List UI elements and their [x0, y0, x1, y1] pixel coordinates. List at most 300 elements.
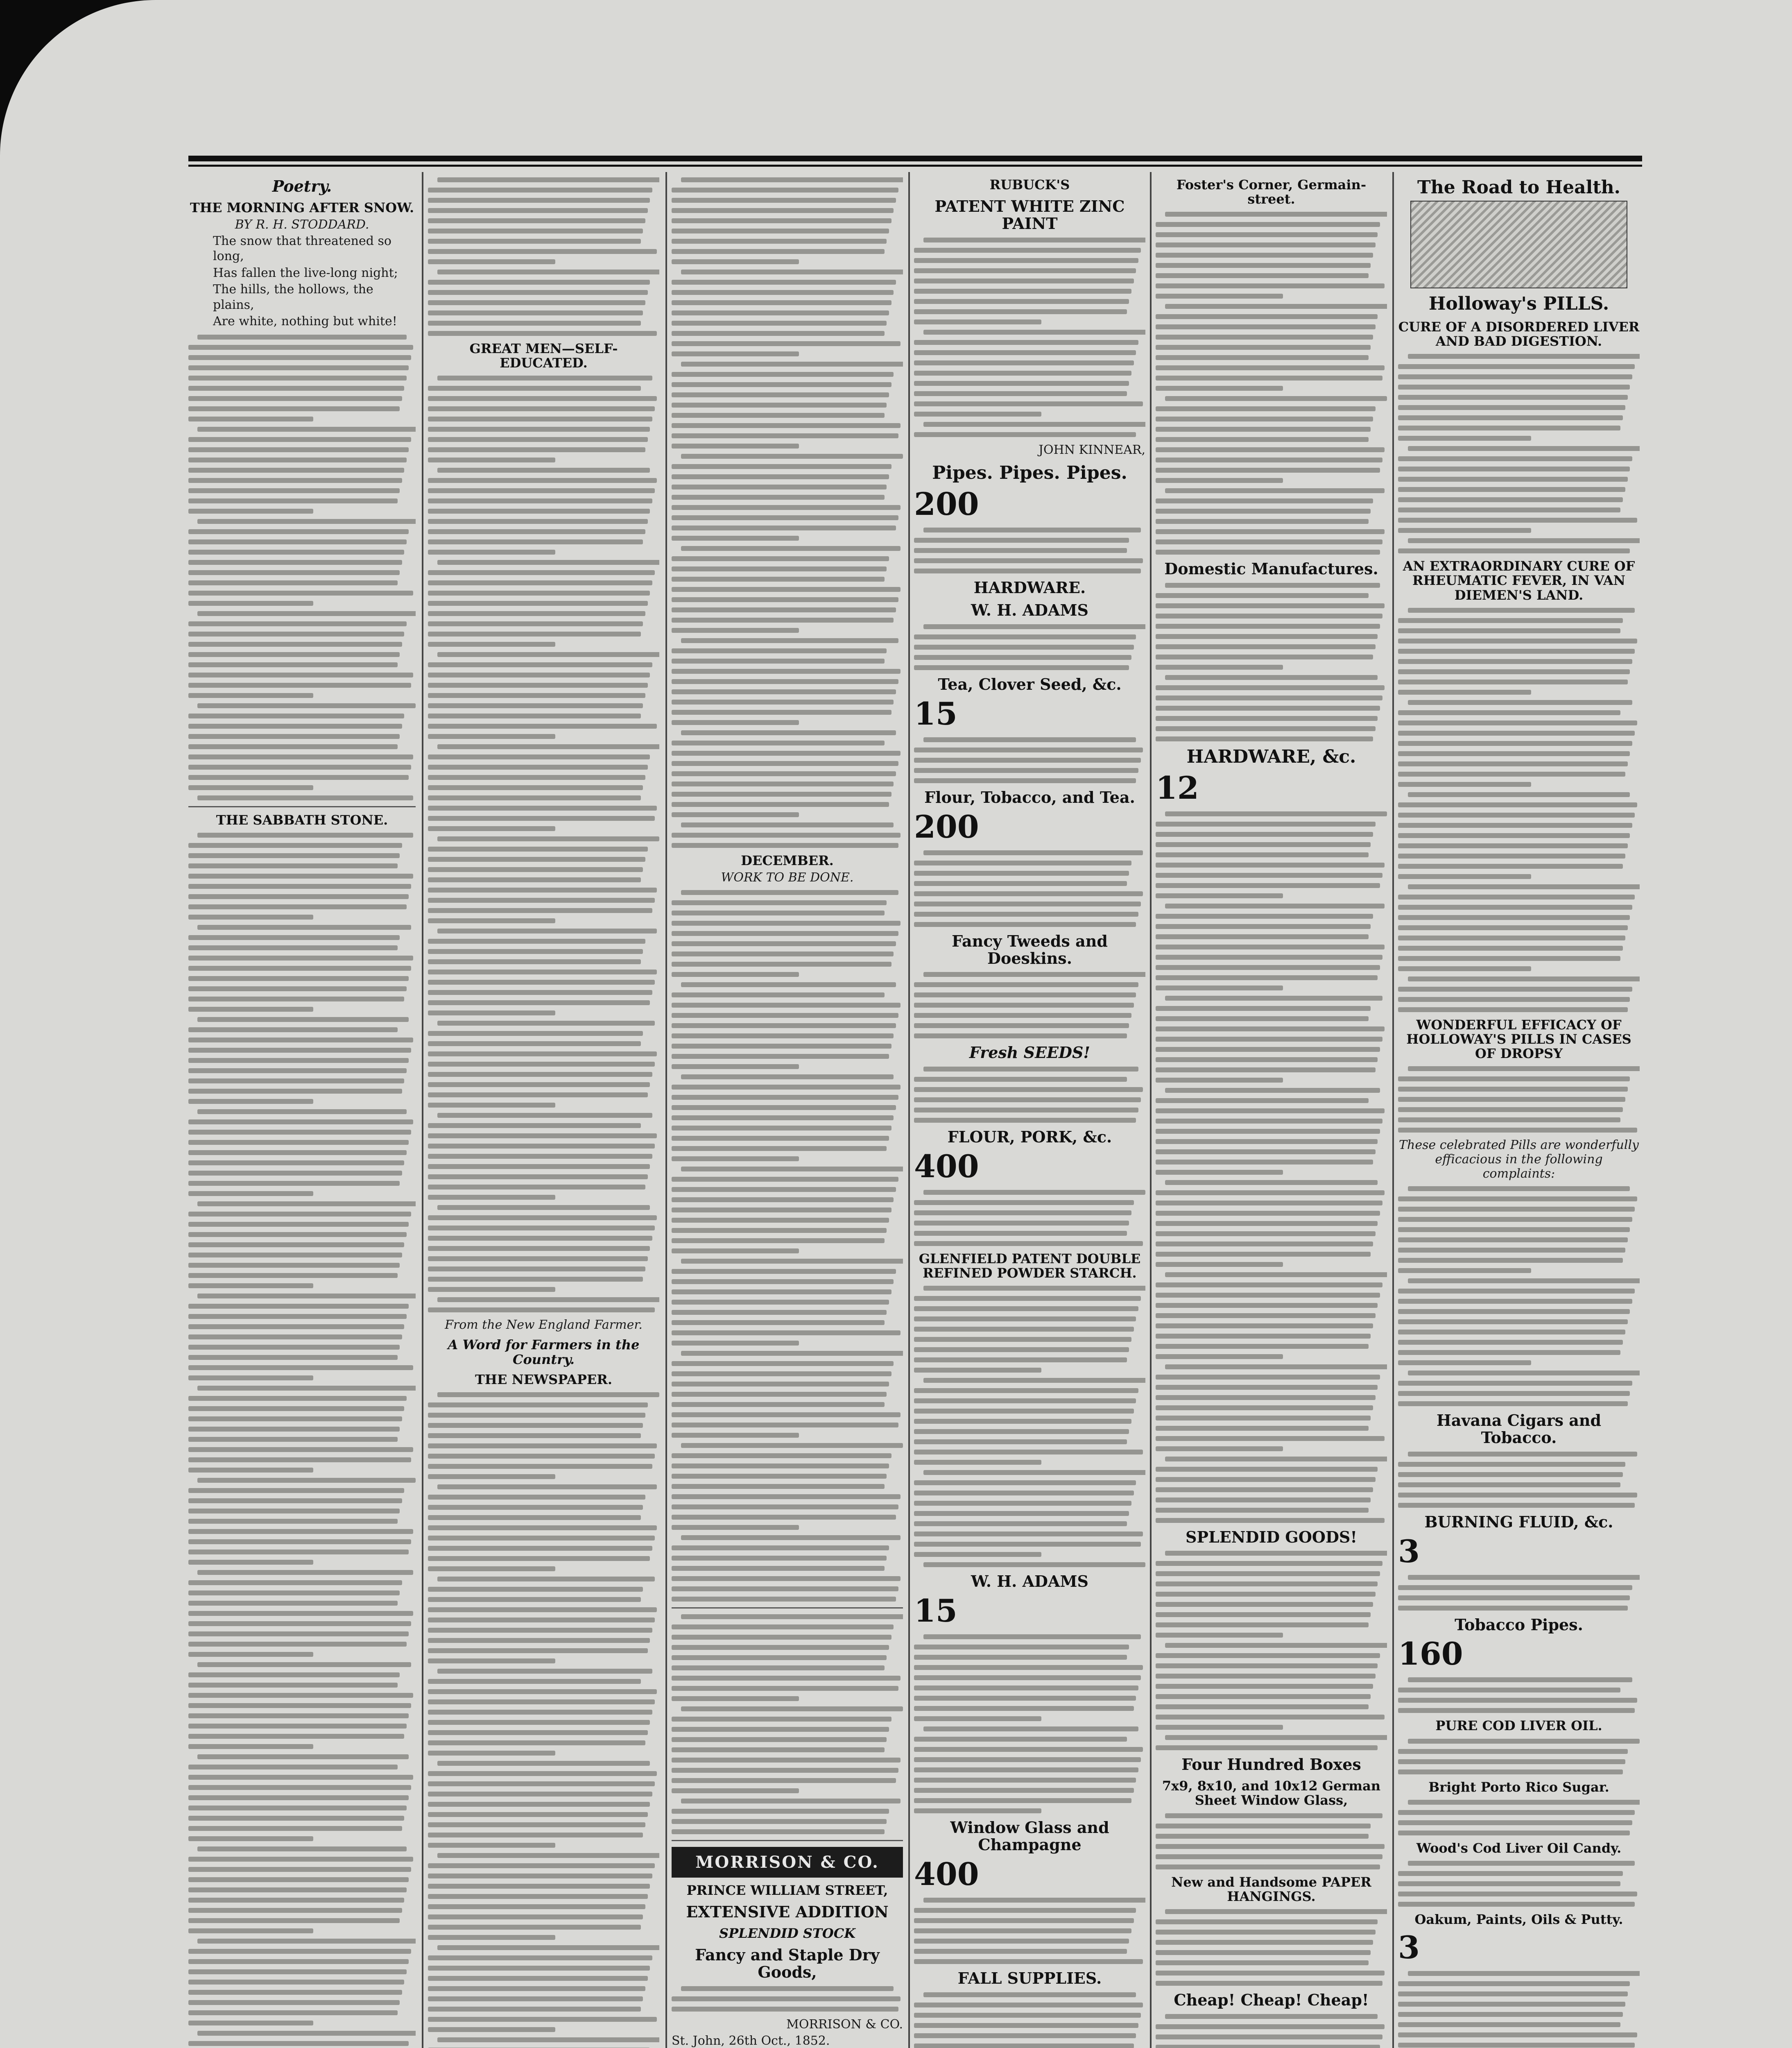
text-line-placeholder [1398, 2022, 1620, 2027]
text-line-placeholder [672, 1696, 799, 1701]
ad-quantity: 200 [914, 808, 979, 845]
text-line-placeholder [681, 1443, 903, 1448]
text-line-placeholder [672, 321, 887, 326]
text-line-placeholder [681, 546, 901, 551]
text-line-placeholder [1156, 1006, 1371, 1011]
text-line-placeholder [197, 2031, 416, 2036]
text-line-placeholder [188, 1959, 409, 1964]
text-line-placeholder [1156, 1067, 1376, 1072]
ad-heading: FLOUR, PORK, &c. [947, 1128, 1112, 1146]
text-line-placeholder [1156, 1395, 1376, 1400]
text-line-placeholder [914, 1439, 1127, 1444]
text-line-placeholder [1398, 1237, 1628, 1242]
text-line-placeholder [672, 1095, 898, 1100]
text-line-placeholder [428, 1287, 555, 1292]
text-line-placeholder [428, 1751, 555, 1756]
ad-quantity: 400 [914, 1148, 979, 1185]
text-line-placeholder [1156, 1375, 1380, 1380]
text-line-placeholder [1156, 1119, 1382, 1124]
ad-body [1398, 1575, 1640, 1611]
text-line-placeholder [672, 1023, 896, 1028]
text-line-placeholder [1398, 487, 1625, 492]
text-line-placeholder [1398, 497, 1623, 502]
text-line-placeholder [428, 310, 643, 315]
text-line-placeholder [914, 289, 1131, 294]
text-line-placeholder [428, 1215, 657, 1220]
text-line-placeholder [672, 1809, 889, 1814]
text-line-placeholder [1156, 1446, 1283, 1451]
text-line-placeholder [1156, 863, 1385, 868]
ad-heading: Bright Porto Rico Sugar. [1428, 1779, 1609, 1795]
text-line-placeholder [428, 714, 641, 718]
text-line-placeholder [914, 2003, 1143, 2007]
text-line-placeholder [437, 177, 659, 182]
text-line-placeholder [428, 1226, 655, 1230]
text-line-placeholder [923, 737, 1136, 742]
text-line-placeholder [1156, 468, 1380, 473]
text-line-placeholder [672, 1085, 901, 1090]
text-line-placeholder [1156, 985, 1283, 990]
text-line-placeholder [188, 1406, 404, 1411]
text-line-placeholder [188, 1027, 398, 1032]
text-line-placeholder [1156, 1323, 1373, 1328]
text-line-placeholder [188, 853, 400, 858]
text-line-placeholder [1156, 1919, 1378, 1924]
ad-subheading: AN EXTRAORDINARY CURE OF RHEUMATIC FEVER, IN VAN DIEMEN'S LAND. [1403, 558, 1635, 603]
ad-body [914, 1067, 1145, 1123]
text-line-placeholder [188, 1427, 400, 1432]
text-line-placeholder [197, 1109, 407, 1114]
text-line-placeholder [672, 648, 887, 653]
text-line-placeholder [428, 1062, 655, 1067]
text-line-placeholder [188, 1181, 400, 1186]
text-line-placeholder [428, 1185, 645, 1189]
text-line-placeholder [672, 1665, 885, 1670]
text-line-placeholder [428, 1010, 555, 1015]
text-line-placeholder [1398, 1493, 1637, 1497]
text-line-placeholder [672, 1279, 894, 1284]
text-line-placeholder [437, 1577, 655, 1581]
text-line-placeholder [188, 1908, 402, 1913]
ad-body [1398, 1800, 1640, 1835]
text-line-placeholder [914, 1087, 1143, 1092]
text-line-placeholder [428, 1144, 655, 1149]
text-line-placeholder [188, 1713, 409, 1718]
text-line-placeholder [428, 898, 655, 903]
text-line-placeholder [1398, 690, 1531, 695]
text-line-placeholder [672, 229, 889, 233]
column-4 [914, 172, 1145, 2048]
text-line-placeholder [914, 1460, 1041, 1465]
text-line-placeholder [672, 1412, 901, 1417]
text-line-placeholder [914, 1388, 1138, 1393]
text-line-placeholder [1398, 364, 1635, 369]
text-line-placeholder [672, 1433, 799, 1438]
text-line-placeholder [188, 437, 411, 442]
text-line-placeholder [188, 1140, 409, 1145]
text-line-placeholder [1398, 467, 1630, 471]
text-line-placeholder [188, 652, 400, 657]
text-line-placeholder [197, 427, 416, 432]
text-line-placeholder [681, 270, 903, 274]
text-line-placeholder [1156, 1385, 1378, 1390]
text-line-placeholder [672, 1228, 887, 1233]
article-body [188, 833, 416, 2048]
text-line-placeholder [914, 1757, 1141, 1762]
text-line-placeholder [428, 785, 643, 790]
text-line-placeholder [1398, 1087, 1628, 1092]
text-line-placeholder [672, 280, 896, 285]
text-line-placeholder [1398, 710, 1620, 715]
ad-heading: W. H. ADAMS [971, 601, 1088, 620]
article-title: A Word for Farmers in the Country. [448, 1337, 640, 1367]
text-line-placeholder [188, 874, 413, 879]
text-line-placeholder [672, 931, 898, 936]
text-line-placeholder [1156, 1981, 1382, 1986]
text-line-placeholder [672, 1003, 901, 1008]
ad-heading: Flour, Tobacco, and Tea. [924, 788, 1135, 807]
text-line-placeholder [923, 1067, 1138, 1072]
text-line-placeholder [1398, 741, 1632, 746]
text-line-placeholder [188, 1539, 411, 1544]
poem-title: THE MORNING AFTER SNOW. [190, 199, 414, 215]
text-line-placeholder [672, 188, 898, 193]
text-line-placeholder [428, 1822, 645, 1827]
text-line-placeholder [1398, 385, 1630, 390]
text-line-placeholder [1156, 1262, 1283, 1267]
ad-quantity: 3 [1398, 1929, 1420, 1966]
ad-signature: MORRISON & CO. [786, 2017, 903, 2032]
text-line-placeholder [1398, 1981, 1630, 1986]
text-line-placeholder [681, 730, 896, 735]
text-line-placeholder [914, 1097, 1141, 1102]
text-line-placeholder [428, 188, 652, 193]
text-line-placeholder [428, 498, 652, 503]
text-line-placeholder [1398, 618, 1623, 623]
text-line-placeholder [428, 724, 657, 729]
text-line-placeholder [437, 1484, 657, 1489]
text-line-placeholder [1156, 1170, 1283, 1175]
ad-heading: SPLENDID STOCK [719, 1926, 855, 1942]
text-line-placeholder [1398, 507, 1620, 512]
text-line-placeholder [1165, 904, 1385, 908]
ad-heading: Wood's Cod Liver Oil Candy. [1416, 1840, 1622, 1856]
text-line-placeholder [428, 1525, 657, 1530]
text-line-placeholder [672, 1300, 889, 1305]
text-line-placeholder [672, 2007, 898, 2012]
text-line-placeholder [1156, 324, 1376, 329]
text-line-placeholder [672, 941, 896, 946]
text-line-placeholder [914, 1419, 1131, 1424]
text-line-placeholder [428, 259, 555, 264]
text-line-placeholder [914, 1033, 1127, 1038]
text-line-placeholder [914, 1306, 1138, 1311]
text-line-placeholder [1156, 335, 1373, 340]
text-line-placeholder [672, 679, 898, 684]
text-line-placeholder [188, 1160, 404, 1165]
text-line-placeholder [914, 1949, 1127, 1954]
text-line-placeholder [914, 1210, 1131, 1215]
section-subheading: WORK TO BE DONE. [721, 870, 854, 885]
ad-body [1398, 1971, 1640, 2048]
text-line-placeholder [428, 1730, 648, 1735]
text-line-placeholder [914, 248, 1141, 253]
ad-heading: GLENFIELD PATENT DOUBLE REFINED POWDER STARCH. [919, 1251, 1141, 1281]
ad-body [1156, 583, 1387, 741]
text-line-placeholder [672, 485, 887, 489]
text-line-placeholder [428, 693, 645, 698]
text-line-placeholder [188, 1078, 404, 1083]
text-line-placeholder [672, 1758, 901, 1763]
text-line-placeholder [428, 509, 650, 514]
ad-heading: Havana Cigars and Tobacco. [1436, 1411, 1602, 1447]
text-line-placeholder [672, 464, 891, 469]
ad-body [914, 1634, 1145, 1813]
text-line-placeholder [1156, 1252, 1371, 1257]
text-line-placeholder [672, 341, 901, 346]
text-line-placeholder [1398, 659, 1632, 664]
text-line-placeholder [672, 992, 885, 997]
text-line-placeholder [188, 662, 398, 667]
text-line-placeholder [437, 744, 659, 749]
text-line-placeholder [672, 474, 889, 479]
text-line-placeholder [428, 1740, 645, 1745]
text-line-placeholder [672, 751, 901, 756]
text-line-placeholder [923, 1726, 1138, 1731]
ad-body [1156, 1813, 1387, 1869]
text-line-placeholder [428, 1648, 648, 1653]
text-line-placeholder [672, 921, 901, 926]
text-line-placeholder [437, 1021, 655, 1026]
text-line-placeholder [188, 498, 398, 503]
text-line-placeholder [1398, 1076, 1630, 1081]
text-line-placeholder [188, 1304, 409, 1309]
text-line-placeholder [1156, 539, 1382, 544]
text-line-placeholder [188, 550, 404, 555]
text-line-placeholder [188, 1857, 413, 1862]
text-line-placeholder [428, 888, 657, 893]
text-line-placeholder [1408, 1371, 1640, 1375]
text-line-placeholder [188, 488, 400, 493]
ad-heading: PATENT WHITE ZINC PAINT [934, 197, 1125, 233]
article-title: THE NEWSPAPER. [475, 1371, 612, 1387]
text-line-placeholder [1398, 1227, 1630, 1232]
text-line-placeholder [672, 659, 885, 664]
text-line-placeholder [1398, 1128, 1637, 1133]
text-line-placeholder [1398, 374, 1632, 379]
text-line-placeholder [1398, 874, 1531, 879]
text-line-placeholder [428, 662, 652, 667]
text-line-placeholder [188, 744, 398, 749]
text-line-placeholder [672, 331, 885, 336]
text-line-placeholder [1156, 1864, 1380, 1869]
text-line-placeholder [188, 1150, 407, 1155]
text-line-placeholder [672, 1371, 891, 1376]
text-line-placeholder [188, 1724, 407, 1729]
text-line-placeholder [428, 290, 648, 295]
text-line-placeholder [1165, 1813, 1382, 1818]
text-line-placeholder [1156, 1497, 1371, 1502]
text-line-placeholder [1398, 518, 1637, 523]
text-line-placeholder [428, 683, 648, 688]
text-line-placeholder [914, 1908, 1136, 1913]
text-line-placeholder [428, 539, 643, 544]
text-line-placeholder [188, 1498, 402, 1503]
text-line-placeholder [672, 720, 799, 725]
text-line-placeholder [428, 458, 555, 462]
text-line-placeholder [428, 1195, 555, 1200]
text-line-placeholder [914, 768, 1138, 773]
text-line-placeholder [1156, 1334, 1371, 1339]
ad-body [914, 1898, 1145, 1964]
text-line-placeholder [428, 1720, 650, 1725]
text-line-placeholder [428, 280, 650, 285]
text-line-placeholder [914, 1511, 1129, 1516]
text-line-placeholder [1165, 2014, 1378, 2019]
text-line-placeholder [188, 601, 313, 606]
ad-quantity: 3 [1398, 1533, 1420, 1570]
text-line-placeholder [914, 1778, 1136, 1783]
text-line-placeholder [672, 1597, 896, 1602]
text-line-placeholder [188, 2041, 409, 2046]
text-line-placeholder [672, 1289, 891, 1294]
text-line-placeholder [914, 1939, 1129, 1944]
text-line-placeholder [188, 1744, 313, 1749]
text-line-placeholder [914, 279, 1134, 283]
text-line-placeholder [428, 970, 657, 974]
text-line-placeholder [1156, 1354, 1283, 1359]
text-line-placeholder [188, 1355, 398, 1360]
text-line-placeholder [914, 1501, 1131, 1506]
text-line-placeholder [914, 1221, 1129, 1226]
text-line-placeholder [197, 1570, 413, 1575]
text-line-placeholder [188, 683, 411, 688]
text-line-placeholder [1398, 1881, 1620, 1886]
text-line-placeholder [672, 1208, 891, 1212]
text-line-placeholder [1156, 634, 1378, 639]
text-line-placeholder [923, 1286, 1145, 1291]
text-line-placeholder [188, 765, 411, 770]
text-line-placeholder [1156, 1745, 1378, 1750]
text-line-placeholder [428, 1236, 652, 1241]
text-line-placeholder [1156, 509, 1371, 514]
text-line-placeholder [1156, 1854, 1382, 1859]
text-line-placeholder [1156, 1487, 1373, 1492]
text-line-placeholder [188, 1529, 413, 1534]
text-line-placeholder [1156, 706, 1380, 711]
text-line-placeholder [1156, 1016, 1369, 1021]
text-line-placeholder [188, 1253, 402, 1257]
text-line-placeholder [188, 1314, 407, 1319]
text-line-placeholder [1156, 965, 1380, 970]
text-line-placeholder [681, 1074, 894, 1079]
text-line-placeholder [1156, 893, 1283, 898]
text-line-placeholder [1156, 1293, 1380, 1298]
text-line-placeholder [1156, 934, 1369, 939]
text-line-placeholder [1156, 1211, 1380, 1216]
text-line-placeholder [1398, 1007, 1628, 1012]
text-line-placeholder [188, 986, 407, 991]
text-line-placeholder [1398, 1503, 1635, 1508]
text-line-placeholder [1156, 1725, 1283, 1730]
text-line-placeholder [428, 990, 652, 995]
top-rule [188, 156, 1642, 161]
text-line-placeholder [1408, 538, 1640, 543]
ad-heading: BURNING FLUID, &c. [1424, 1512, 1613, 1531]
text-line-placeholder [672, 1330, 901, 1335]
text-line-placeholder [681, 822, 894, 827]
ad-subheading: 7x9, 8x10, and 10x12 German Sheet Window Glass, [1162, 1778, 1381, 1808]
text-line-placeholder [188, 1611, 413, 1616]
text-line-placeholder [1156, 529, 1385, 534]
text-line-placeholder [1156, 1057, 1378, 1062]
text-line-placeholder [672, 1676, 901, 1681]
text-line-placeholder [428, 1103, 555, 1108]
text-line-placeholder [197, 1386, 416, 1391]
column-5 [1156, 172, 1387, 2048]
text-line-placeholder [914, 360, 1134, 365]
article-body [672, 890, 903, 1602]
text-line-placeholder [1156, 1633, 1283, 1638]
text-line-placeholder [188, 1795, 409, 1800]
text-line-placeholder [1156, 955, 1382, 960]
text-line-placeholder [914, 401, 1143, 406]
text-line-placeholder [914, 1696, 1136, 1701]
text-line-placeholder [1165, 675, 1378, 680]
text-line-placeholder [1156, 1834, 1369, 1839]
text-line-placeholder [672, 1655, 887, 1660]
text-line-placeholder [1156, 883, 1380, 888]
text-line-placeholder [923, 422, 1145, 427]
text-line-placeholder [1156, 458, 1382, 462]
text-line-placeholder [1398, 1117, 1620, 1122]
text-line-placeholder [672, 833, 901, 838]
text-line-placeholder [914, 1737, 1127, 1742]
text-line-placeholder [437, 1761, 650, 1766]
ad-heading: Holloway's PILLS. [1428, 293, 1609, 315]
text-line-placeholder [1156, 1674, 1376, 1679]
text-line-placeholder [1156, 2024, 1385, 2029]
store-banner: MORRISON & CO. [672, 1847, 903, 1878]
text-line-placeholder [1398, 1196, 1637, 1201]
text-line-placeholder [681, 454, 903, 459]
text-line-placeholder [1156, 914, 1373, 919]
poem-body [188, 335, 416, 800]
text-line-placeholder [428, 239, 641, 244]
text-line-placeholder [428, 386, 641, 391]
ad-quantity: 160 [1398, 1636, 1463, 1672]
text-line-placeholder [197, 1017, 409, 1022]
text-line-placeholder [188, 1550, 409, 1554]
text-line-placeholder [437, 1853, 659, 1858]
ad-subheading: CURE OF A DISORDERED LIVER AND BAD DIGESTION. [1398, 319, 1640, 349]
poem-line: Are white, nothing but white! [213, 314, 397, 329]
text-line-placeholder [1165, 1180, 1378, 1185]
text-line-placeholder [914, 1398, 1136, 1403]
text-line-placeholder [188, 673, 413, 677]
text-line-placeholder [1156, 832, 1373, 837]
ad-heading: Foster's Corner, Germain-street. [1176, 177, 1367, 207]
text-line-placeholder [1156, 1971, 1385, 1976]
text-line-placeholder [672, 1494, 901, 1499]
text-line-placeholder [1156, 1344, 1369, 1349]
text-line-placeholder [428, 570, 655, 575]
text-line-placeholder [1156, 1129, 1380, 1134]
text-line-placeholder [1156, 1221, 1378, 1226]
text-line-placeholder [914, 1655, 1127, 1660]
text-line-placeholder [914, 1108, 1138, 1112]
text-line-placeholder [672, 1187, 896, 1192]
